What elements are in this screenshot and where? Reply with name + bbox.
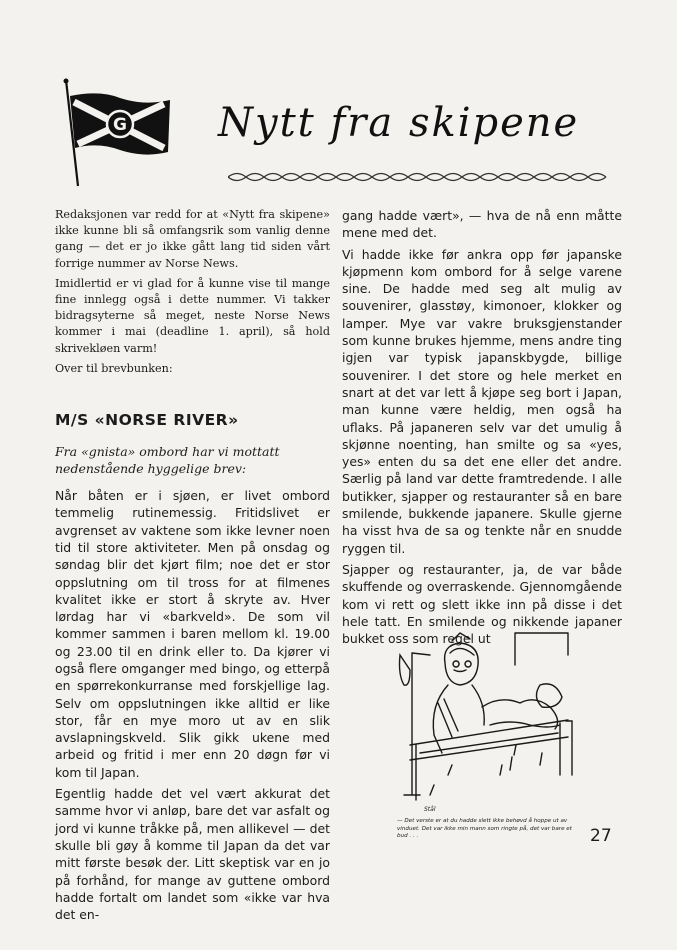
article-paragraph: Sjapper og restauranter, ja, de var både skuffende og overraskende. Gjennomgående kom vi rett og slett ikke inn på disse i det hele tatt. En smilende og nikkende japaner bukket oss som regel ut [342, 561, 622, 647]
intro-paragraph: Imidlertid er vi glad for å kunne vise til mange fine innlegg også i dette nummer. Vi takker bidragsyterne så meget, neste Norse News kommer i mai (deadline 1. april), så hold skrivekløen varm! [55, 276, 330, 355]
article-paragraph: Når båten er i sjøen, er livet ombord temmelig rutinemessig. Fritidslivet er avgrenset av vaktene som ikke levner noen tid til store aktiviteter. Men på onsdag og søndag blir det kjørt film; noe det er stor oppslutning om til tross for at filmenes kvalitet ikke er stort å skryte av. Hver lørdag har vi «barkveld». De som vil kommer sammen i baren mellom kl. 19.00 og 23.00 til en drink eller to. Da kjører vi også flere omganger med bingo, og etterpå en spørrekonkurranse med forskjellige lag. Selv om oppslutningen ikke alltid er like stor, får en mye moro ut av en slik avslapningskveld. Slik gikk ukene med arbeid og fritid i mer enn 20 døgn før vi kom til Japan. [55, 488, 330, 780]
article-paragraph: Egentlig hadde det vel vært akkurat det samme hvor vi anløp, bare det var asfalt og jord vi kunne tråkke på, men allikevel — det skulle bli gøy å komme til Japan da det var mitt første besøk der. Litt skeptisk var en jo på forhånd, for mange av guttene ombord hadde fortalt om landet som «ikke var hva det en- [55, 786, 330, 923]
decorative-wave-rule [228, 170, 608, 184]
illustrator-signature: Stål [424, 806, 436, 813]
intro-paragraph: Over til brevbunken: [55, 361, 173, 375]
editorial-intro [55, 207, 330, 377]
article-body-left [55, 487, 330, 923]
intro-paragraph: Redaksjonen var redd for at «Nytt fra skipene» ikke kunne bli så omfangsrik som vanlig denne gang — det er jo ikke gått lang tid siden vårt forrige nummer av Norse News. [55, 208, 330, 270]
page-title: Nytt fra skipene [218, 100, 580, 146]
right-column [342, 207, 622, 651]
article-paragraph: gang hadde vært», — hva de nå enn måtte mene med det. [342, 208, 622, 241]
flag-letter: G [113, 115, 127, 135]
left-column [55, 207, 330, 927]
page-number: 27 [590, 826, 612, 846]
company-flag-logo [60, 78, 175, 188]
hospital-cartoon-illustration [390, 625, 575, 815]
illustration-caption: — Det verste er at du hadde slett ikke behøvd å hoppe ut av vinduet. Det var ikke min mann som ringte på, det var bare et bud . . . [397, 818, 572, 839]
article-heading: M/S «NORSE RIVER» [55, 411, 239, 430]
article-paragraph: Vi hadde ikke før ankra opp før japanske kjøpmenn kom ombord for å selge varene sine. De hadde med seg alt mulig av souvenirer, glasstøy, kimonoer, klokker og lamper. Mye var vakre bruksgjenstander som kunne brukes hjemme, mens andre ting igjen var typisk japanskbygde, billige souvenirer. I det store og hele merket en snart at det var lett å kjøpe seg bort i Japan, man kunne være heldig, men også ha uflaks. På japaneren selv var det umulig å skjønne noenting, han smilte og sa «yes, yes» enten du sa det ene eller det andre. Særlig på land var dette framtredende. I alle butikker, sjapper og restauranter så en bare smilende, bukkende japanere. Skulle gjerne ha visst hva de sa og tenkte når en snudde ryggen til. [342, 246, 622, 556]
article-subtitle: Fra «gnista» ombord har vi mottatt nedenstående hyggelige brev: [55, 444, 280, 477]
